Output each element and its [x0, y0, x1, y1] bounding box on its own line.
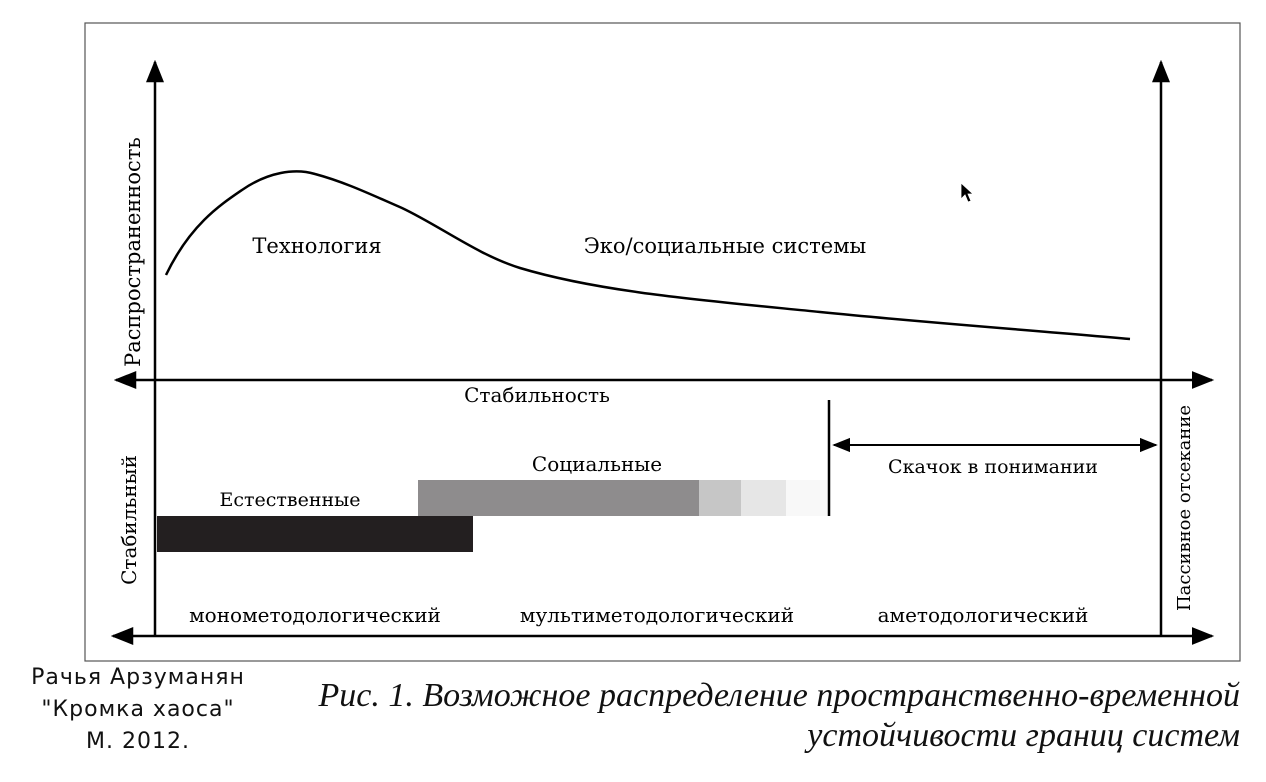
zone-multi-label: мультиметодологический: [519, 603, 795, 627]
bar-social-label: Социальные: [531, 452, 663, 476]
leap-label: Скачок в понимании: [888, 456, 1098, 478]
mouse-cursor-icon: [961, 183, 973, 202]
curve-label-tech: Технология: [252, 234, 382, 258]
y-axis-label: Распространенность: [121, 137, 145, 367]
x-axis-label: Стабильность: [464, 383, 610, 407]
stable-label: Стабильный: [117, 455, 141, 585]
caption-line-1: Рис. 1. Возможное распределение пространственно-временной: [318, 677, 1240, 714]
zone-ameto-label: аметодологический: [877, 603, 1089, 627]
bar-social-fade-2: [741, 480, 786, 516]
caption-line-2: устойчивости границ систем: [807, 717, 1240, 754]
credits-book: "Кромка хаоса": [41, 697, 235, 722]
curve-label-eco: Эко/социальные системы: [583, 234, 867, 258]
credits-place-year: М. 2012.: [86, 729, 190, 754]
figure-caption: [260, 676, 1240, 756]
bar-social: [418, 480, 699, 516]
bar-social-fade-1: [699, 480, 741, 516]
cutoff-label: Пассивное отсекание: [1174, 404, 1195, 612]
bar-social-fade-3: [786, 480, 828, 516]
bar-natural-label: Естественные: [219, 489, 361, 511]
bar-natural: [157, 516, 473, 552]
zone-mono-label: монометодологический: [189, 603, 441, 627]
credits: [18, 662, 258, 758]
credits-author: Рачья Арзуманян: [31, 665, 245, 690]
figure-frame: [85, 23, 1240, 661]
